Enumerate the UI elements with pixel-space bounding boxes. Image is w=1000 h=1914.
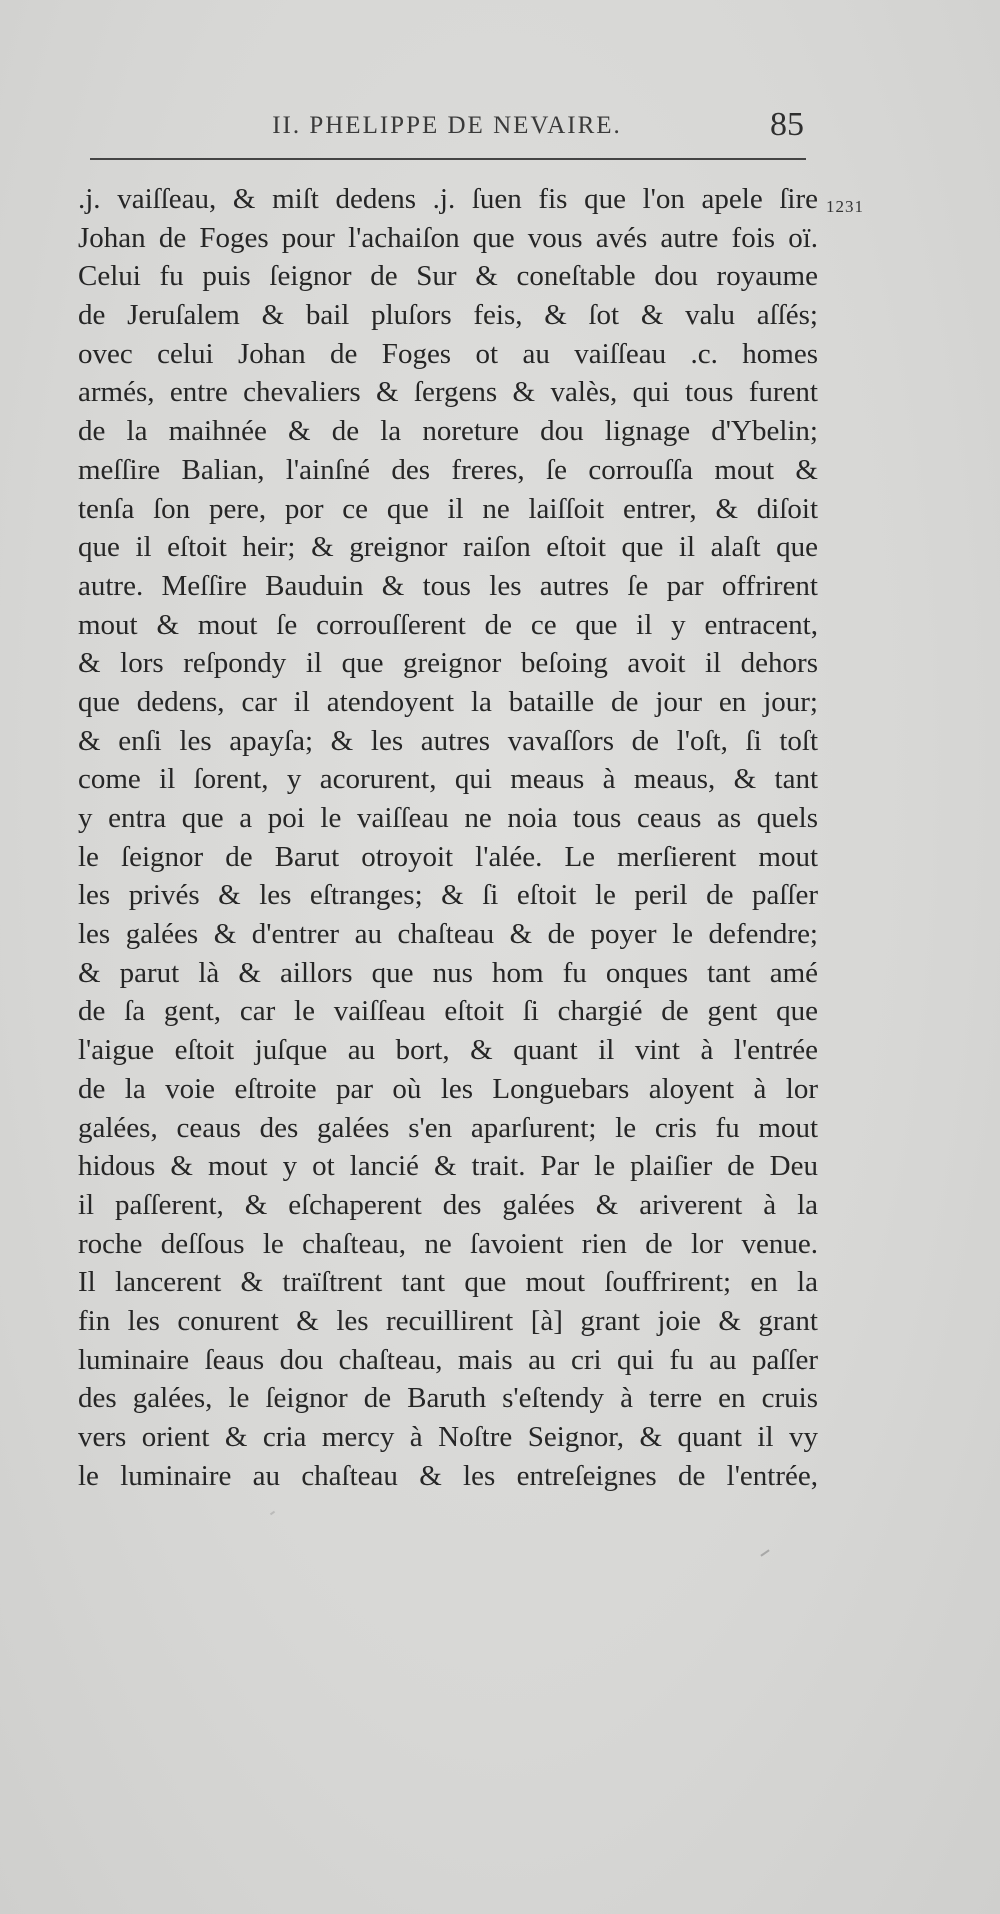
text-line: Johan de Foges pour l'achaiſon que vous avés autre fois oï.	[78, 221, 818, 254]
text-line: que il eſtoit heir; & greignor raiſon eſtoit que il alaſt que	[78, 531, 818, 564]
text-line: meſſire Balian, l'ainſné des freres, ſe corrouſſa mout &	[78, 453, 818, 486]
text-line: Il lancerent & traïſtrent tant que mout ſouffrirent; en la	[78, 1266, 818, 1299]
text-line: il paſſerent, & eſchaperent des galées & ariverent à la	[78, 1188, 818, 1221]
text-line: & enſi les apayſa; & les autres vavaſſors de l'oſt, ſi toſt	[78, 724, 818, 757]
text-line: autre. Meſſire Bauduin & tous les autres ſe par offrirent	[78, 569, 818, 602]
text-line: mout & mout ſe corrouſſerent de ce que il y entracent,	[78, 608, 818, 641]
text-line: les galées & d'entrer au chaſteau & de poyer le defendre;	[78, 918, 818, 951]
margin-year-note: 1231	[826, 197, 864, 216]
page-number: 85	[770, 106, 804, 143]
text-line: de la voie eſtroite par où les Longuebars aloyent à lor	[78, 1072, 818, 1105]
text-line: luminaire ſeaus dou chaſteau, mais au cri qui fu au paſſer	[78, 1343, 818, 1376]
text-line: vers orient & cria mercy à Noſtre Seignor, & quant il vy	[78, 1421, 818, 1453]
text-line: tenſa ſon pere, por ce que il ne laiſſoit entrer, & diſoit	[78, 492, 818, 525]
paper-speck	[760, 1549, 769, 1556]
text-line: que dedens, car il atendoyent la bataille de jour en jour;	[78, 685, 818, 718]
text-line: & lors reſpondy il que greignor beſoing avoit il dehors	[78, 647, 818, 680]
running-head	[90, 108, 804, 148]
text-line: come il ſorent, y acorurent, qui meaus à meaus, & tant	[78, 763, 818, 796]
text-line: le luminaire au chaſteau & les entreſeignes de l'entrée,	[78, 1459, 818, 1492]
text-line: le ſeignor de Barut otroyoit l'alée. Le merſierent mout	[78, 840, 818, 873]
text-line: hidous & mout y ot lancié & trait. Par le plaiſier de Deu	[78, 1150, 818, 1183]
text-line: galées, ceaus des galées s'en aparſurent; le cris fu mout	[78, 1111, 818, 1144]
running-title: II. PHELIPPE DE NEVAIRE.	[272, 112, 622, 139]
text-line: Celui fu puis ſeignor de Sur & coneſtable dou royaume	[78, 260, 818, 293]
text-line: & parut là & aillors que nus hom fu onques tant amé	[78, 956, 818, 989]
text-line: les privés & les eſtranges; & ſi eſtoit le peril de paſſer	[78, 879, 818, 912]
text-line: des galées, le ſeignor de Baruth s'eſtendy à terre en cruis	[78, 1382, 818, 1415]
paper-speck	[270, 1511, 275, 1516]
text-line: de ſa gent, car le vaiſſeau eſtoit ſi chargié de gent que	[78, 995, 818, 1028]
text-line: de la maihnée & de la noreture dou lignage d'Ybelin;	[78, 415, 818, 448]
text-line: roche deſſous le chaſteau, ne ſavoient rien de lor venue.	[78, 1227, 818, 1260]
text-line: l'aigue eſtoit juſque au bort, & quant il vint à l'entrée	[78, 1034, 818, 1067]
text-line: armés, entre chevaliers & ſergens & valès, qui tous furent	[78, 376, 818, 409]
body-text	[78, 180, 818, 1495]
text-line: de Jeruſalem & bail pluſors feis, & ſot & valu aſſés;	[78, 299, 818, 332]
text-line: ovec celui Johan de Foges ot au vaiſſeau .c. homes	[78, 337, 818, 370]
text-line: y entra que a poi le vaiſſeau ne noia tous ceaus as quels	[78, 802, 818, 834]
text-line: fin les conurent & les recuillirent [à] grant joie & grant	[78, 1304, 818, 1337]
header-rule	[90, 158, 806, 160]
text-line: .j. vaiſſeau, & miſt dedens .j. ſuen fis que l'on apele ſire	[78, 183, 818, 215]
